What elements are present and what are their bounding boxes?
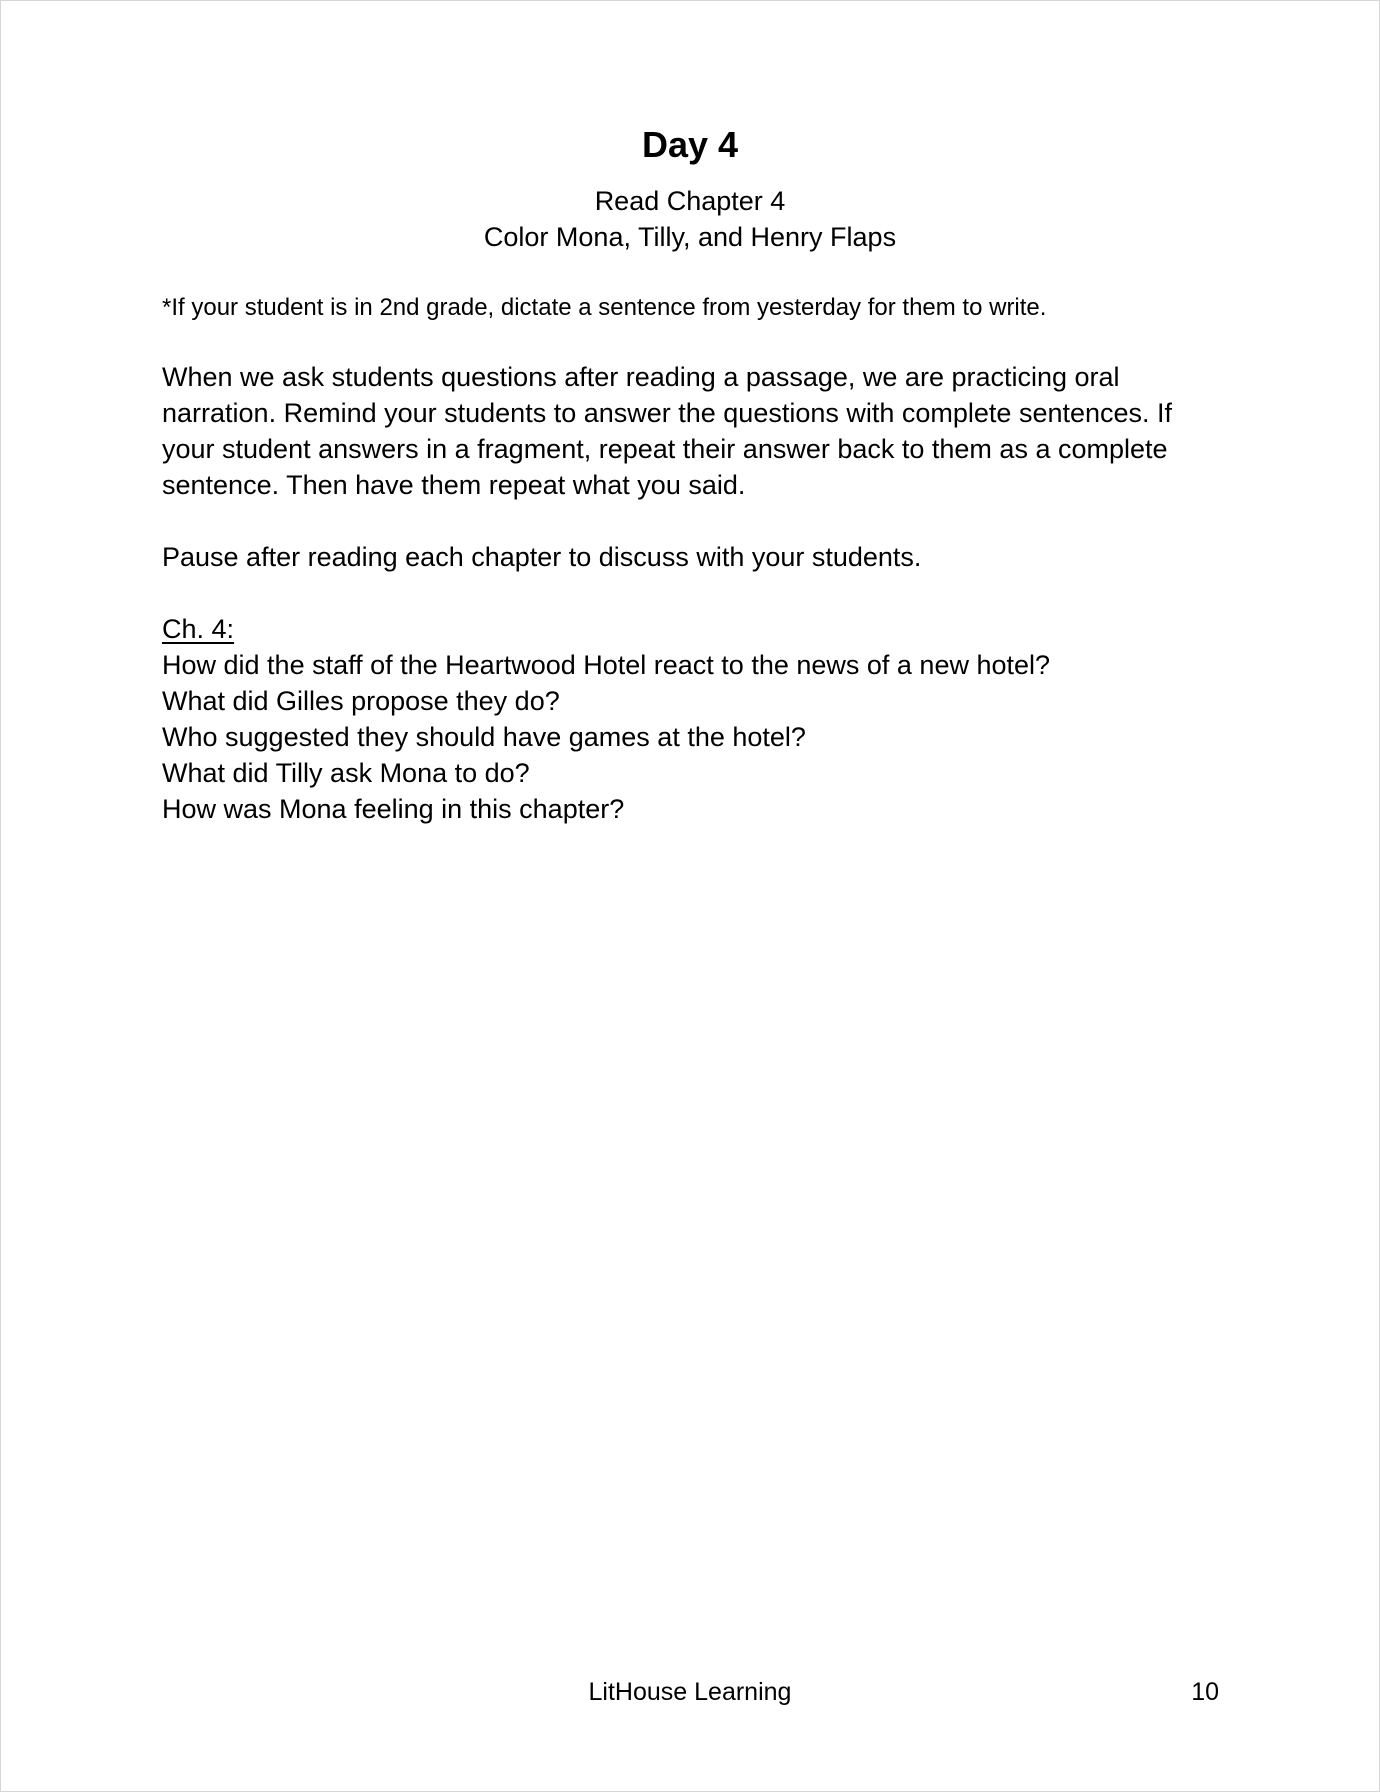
footer-page-number: 10 — [1191, 1678, 1219, 1706]
question-item: How did the staff of the Heartwood Hotel react to the news of a new hotel? — [162, 650, 1051, 680]
subtitle-color-activity: Color Mona, Tilly, and Henry Flaps — [483, 222, 897, 252]
pause-instruction: Pause after reading each chapter to discuss with your students. — [162, 542, 922, 572]
chapter-questions — [162, 611, 1050, 827]
subtitle-block — [1, 183, 1379, 255]
footer-publisher: LitHouse Learning — [588, 1678, 792, 1706]
question-item: What did Tilly ask Mona to do? — [162, 758, 530, 788]
subtitle-read-chapter: Read Chapter 4 — [594, 186, 786, 216]
chapter-heading: Ch. 4: — [162, 614, 235, 644]
page-title: Day 4 — [641, 124, 739, 165]
grade-note: *If your student is in 2nd grade, dictate a sentence from yesterday for them to write. — [162, 294, 1047, 321]
question-item: Who suggested they should have games at the hotel? — [162, 722, 806, 752]
question-item: What did Gilles propose they do? — [162, 686, 560, 716]
question-item: How was Mona feeling in this chapter? — [162, 794, 625, 824]
narration-paragraph: When we ask students questions after reading a passage, we are practicing oral narration. Remind your students to answer the questions with complete sentences. If your student answers in a fragment, repeat their answer back to them as a complete sentence. Then have them repeat what you said. — [162, 362, 1173, 500]
